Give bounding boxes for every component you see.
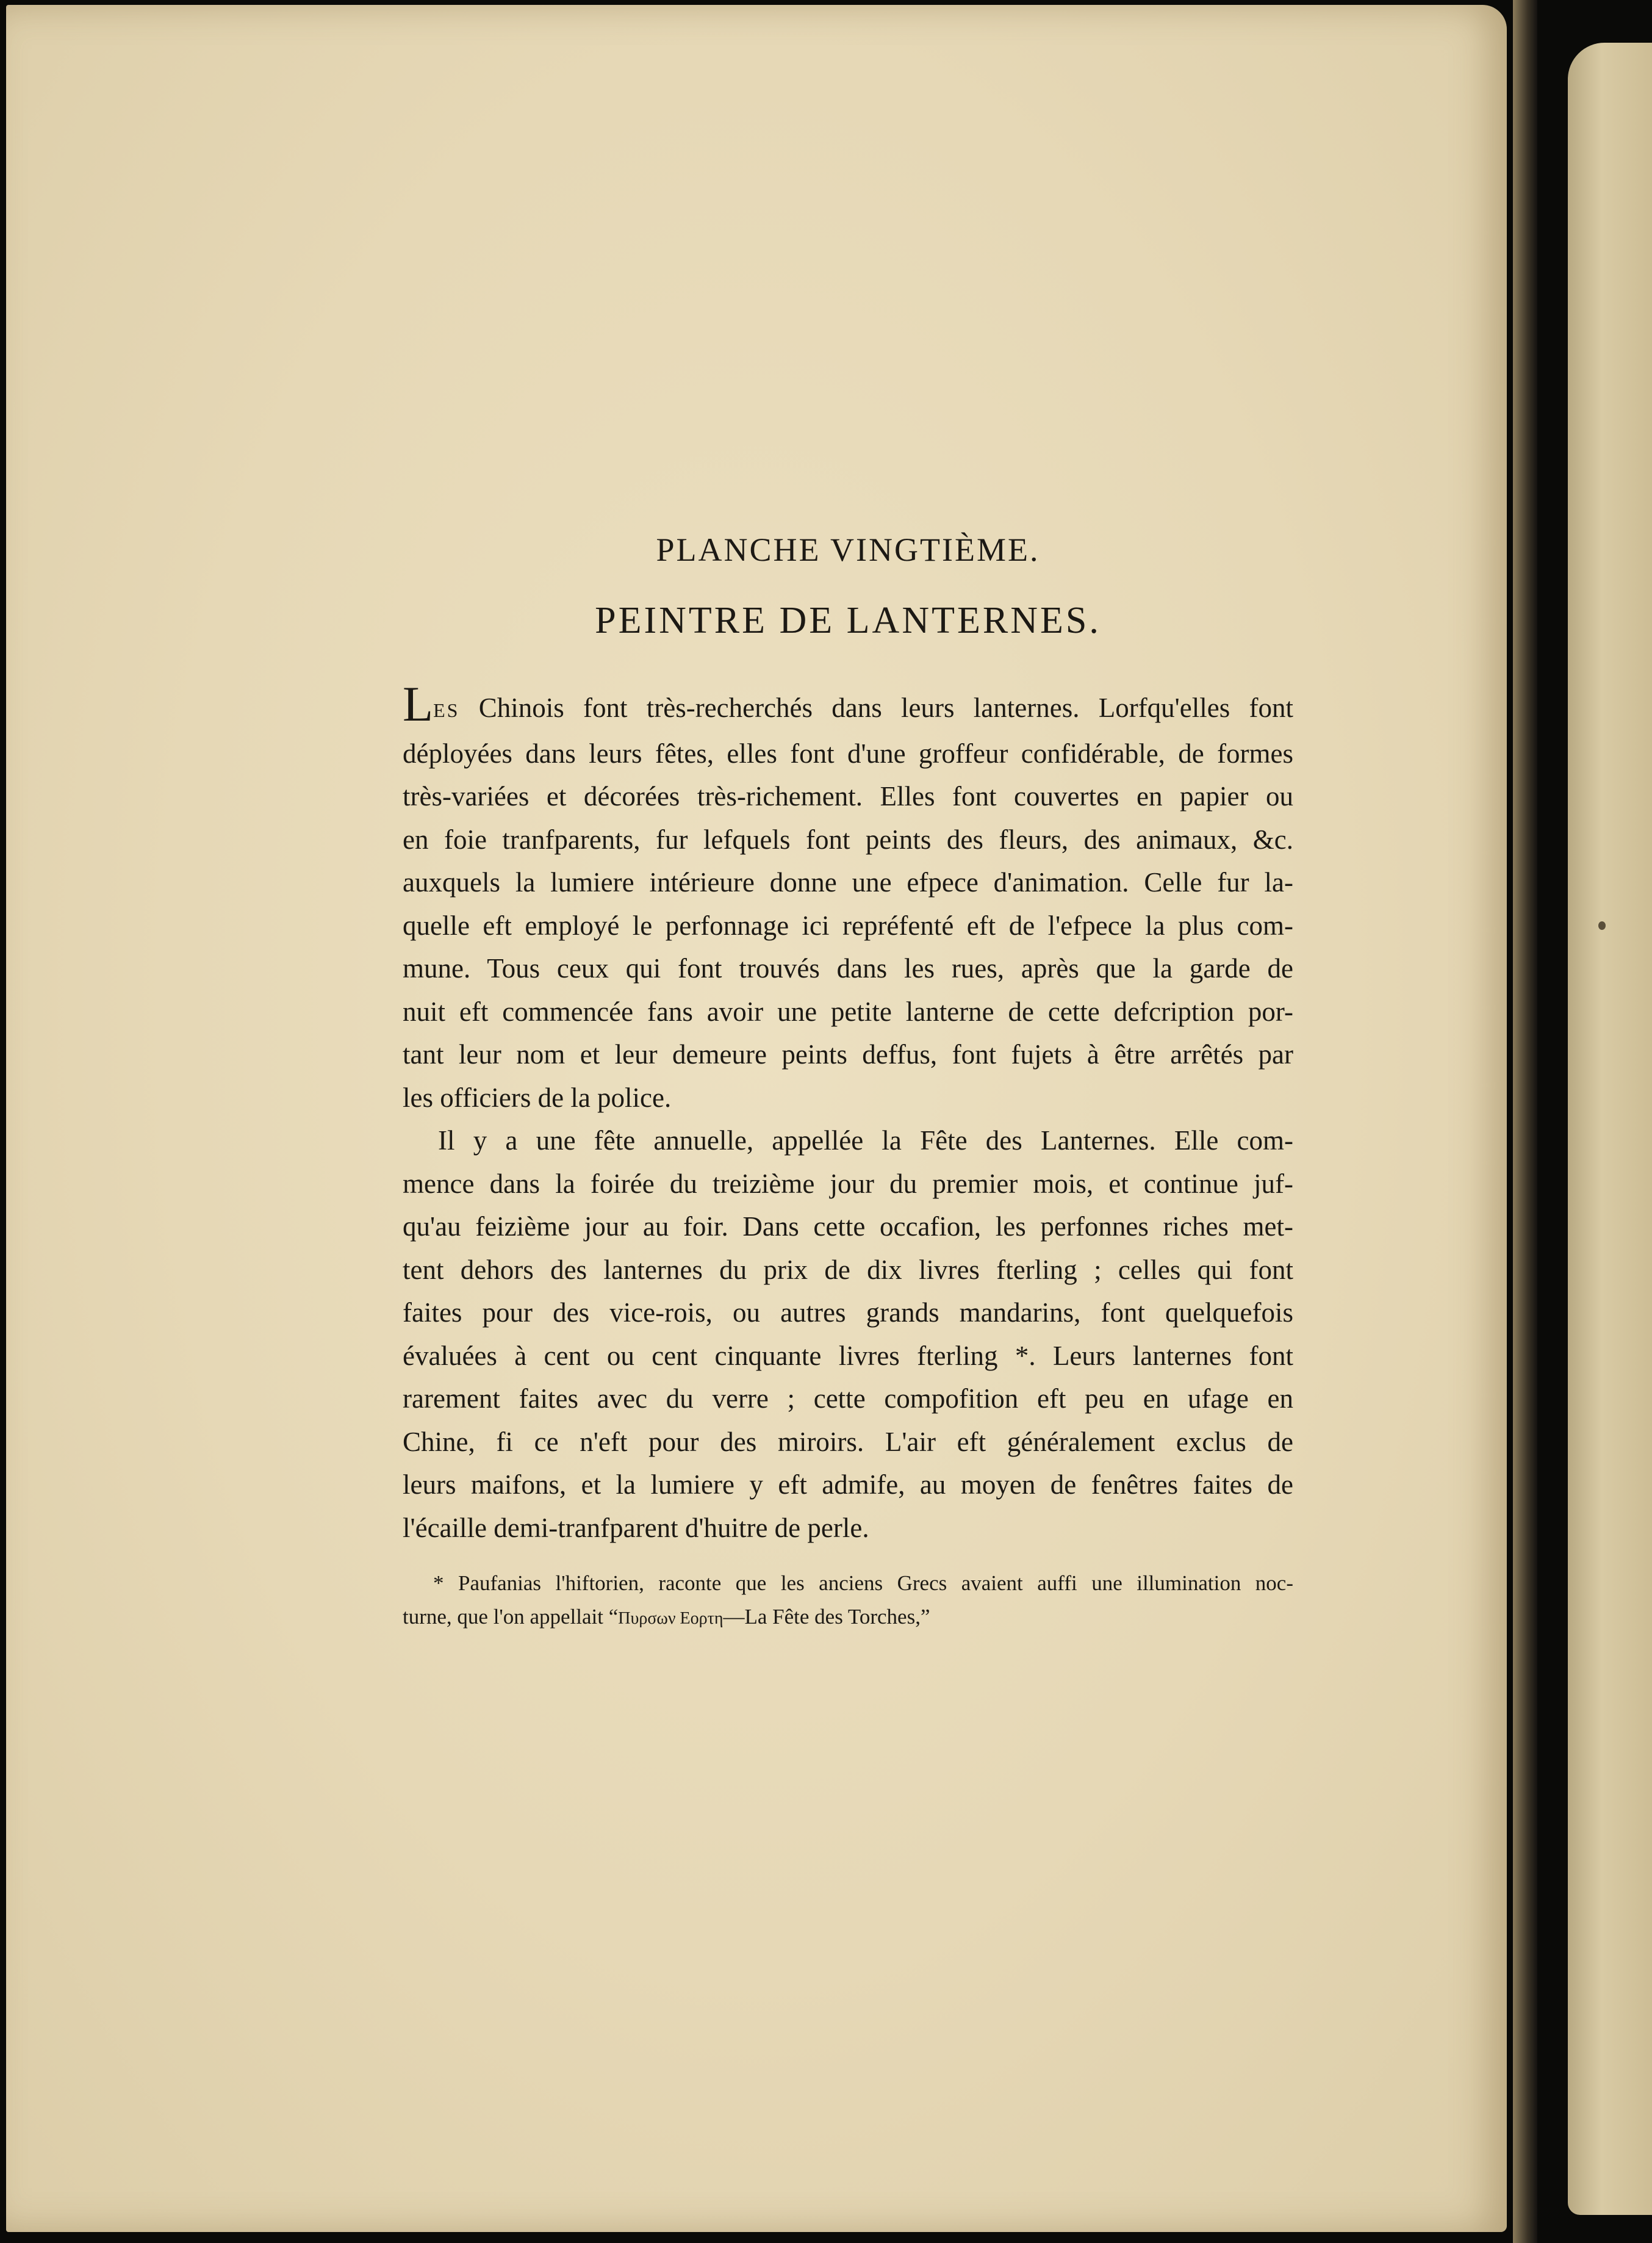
adjacent-page-edge — [1568, 43, 1652, 2215]
text-line: l'écaille demi-tranfparent d'huitre de perle. — [403, 1512, 869, 1543]
text-line: qu'au feizième jour au foir. Dans cette occafion, les perfonnes riches met- — [403, 1211, 1293, 1242]
text-line: nuit eft commencée fans avoir une petite lanterne de cette defcription por- — [403, 996, 1293, 1027]
footnote-text: —La Fête des Torches,” — [723, 1605, 930, 1629]
text-line: les officiers de la police. — [403, 1082, 672, 1113]
text-line: Chine, fi ce n'eft pour des miroirs. L'air eft généralement exclus de — [403, 1426, 1293, 1457]
text-line: quelle eft employé le perfonnage ici repréfenté eft de l'efpece la plus com- — [403, 910, 1293, 941]
text-line: leurs maifons, et la lumiere y eft admife, au moyen de fenêtres faites de — [403, 1469, 1293, 1500]
text-line: déployées dans leurs fêtes, elles font d'une groffeur confidérable, de formes — [403, 738, 1293, 769]
footnote — [403, 1566, 1293, 1635]
book-spine-shadow — [1513, 0, 1537, 2243]
footnote-text: turne, que l'on appellait “ — [403, 1605, 619, 1629]
paragraph-1-line-1 — [403, 676, 1293, 732]
page-text-block — [403, 531, 1293, 1635]
text-line: auxquels la lumiere intérieure donne une efpece d'animation. Celle fur la- — [403, 867, 1293, 898]
small-caps-text: ES — [433, 699, 460, 721]
text-line: évaluées à cent ou cent cinquante livres fterling *. Leurs lanternes font — [403, 1340, 1293, 1371]
text-line: tant leur nom et leur demeure peints deffus, font fujets à être arrêtés par — [403, 1039, 1293, 1070]
paper-blemish — [1598, 921, 1606, 930]
text-line: rarement faites avec du verre ; cette compofition eft peu en ufage en — [403, 1383, 1293, 1414]
text-line: faites pour des vice-rois, ou autres grands mandarins, font quelquefois — [403, 1297, 1293, 1328]
text-line: mune. Tous ceux qui font trouvés dans les rues, après que la garde de — [403, 953, 1293, 984]
text-line: en foie tranfparents, fur lefquels font peints des fleurs, des animaux, &c. — [403, 824, 1293, 855]
text-line: mence dans la foirée du treizième jour du premier mois, et continue juf- — [403, 1168, 1293, 1199]
footnote-line-2 — [403, 1600, 1293, 1635]
text-line: tent dehors des lanternes du prix de dix livres fterling ; celles qui font — [403, 1254, 1293, 1285]
greek-text: Πυρσων Εορτη — [618, 1609, 724, 1628]
text-line: très-variées et décorées très-richement. Elles font couvertes en papier ou — [403, 781, 1293, 812]
drop-cap: L — [403, 676, 434, 732]
first-line-text: Chinois font très-recherchés dans leurs lanternes. Lorfqu'elles font — [459, 693, 1293, 723]
page-title: PEINTRE DE LANTERNES. — [595, 600, 1101, 641]
plate-heading: PLANCHE VINGTIÈME. — [656, 531, 1040, 568]
footnote-line-1: * Paufanias l'hiftorien, raconte que les anciens Grecs avaient auffi une illumination noc- — [433, 1571, 1293, 1595]
paragraph-2 — [403, 1119, 1293, 1549]
paragraph-1 — [403, 676, 1293, 1119]
text-line: Il y a une fête annuelle, appellée la Fête des Lanternes. Elle com- — [438, 1125, 1293, 1156]
